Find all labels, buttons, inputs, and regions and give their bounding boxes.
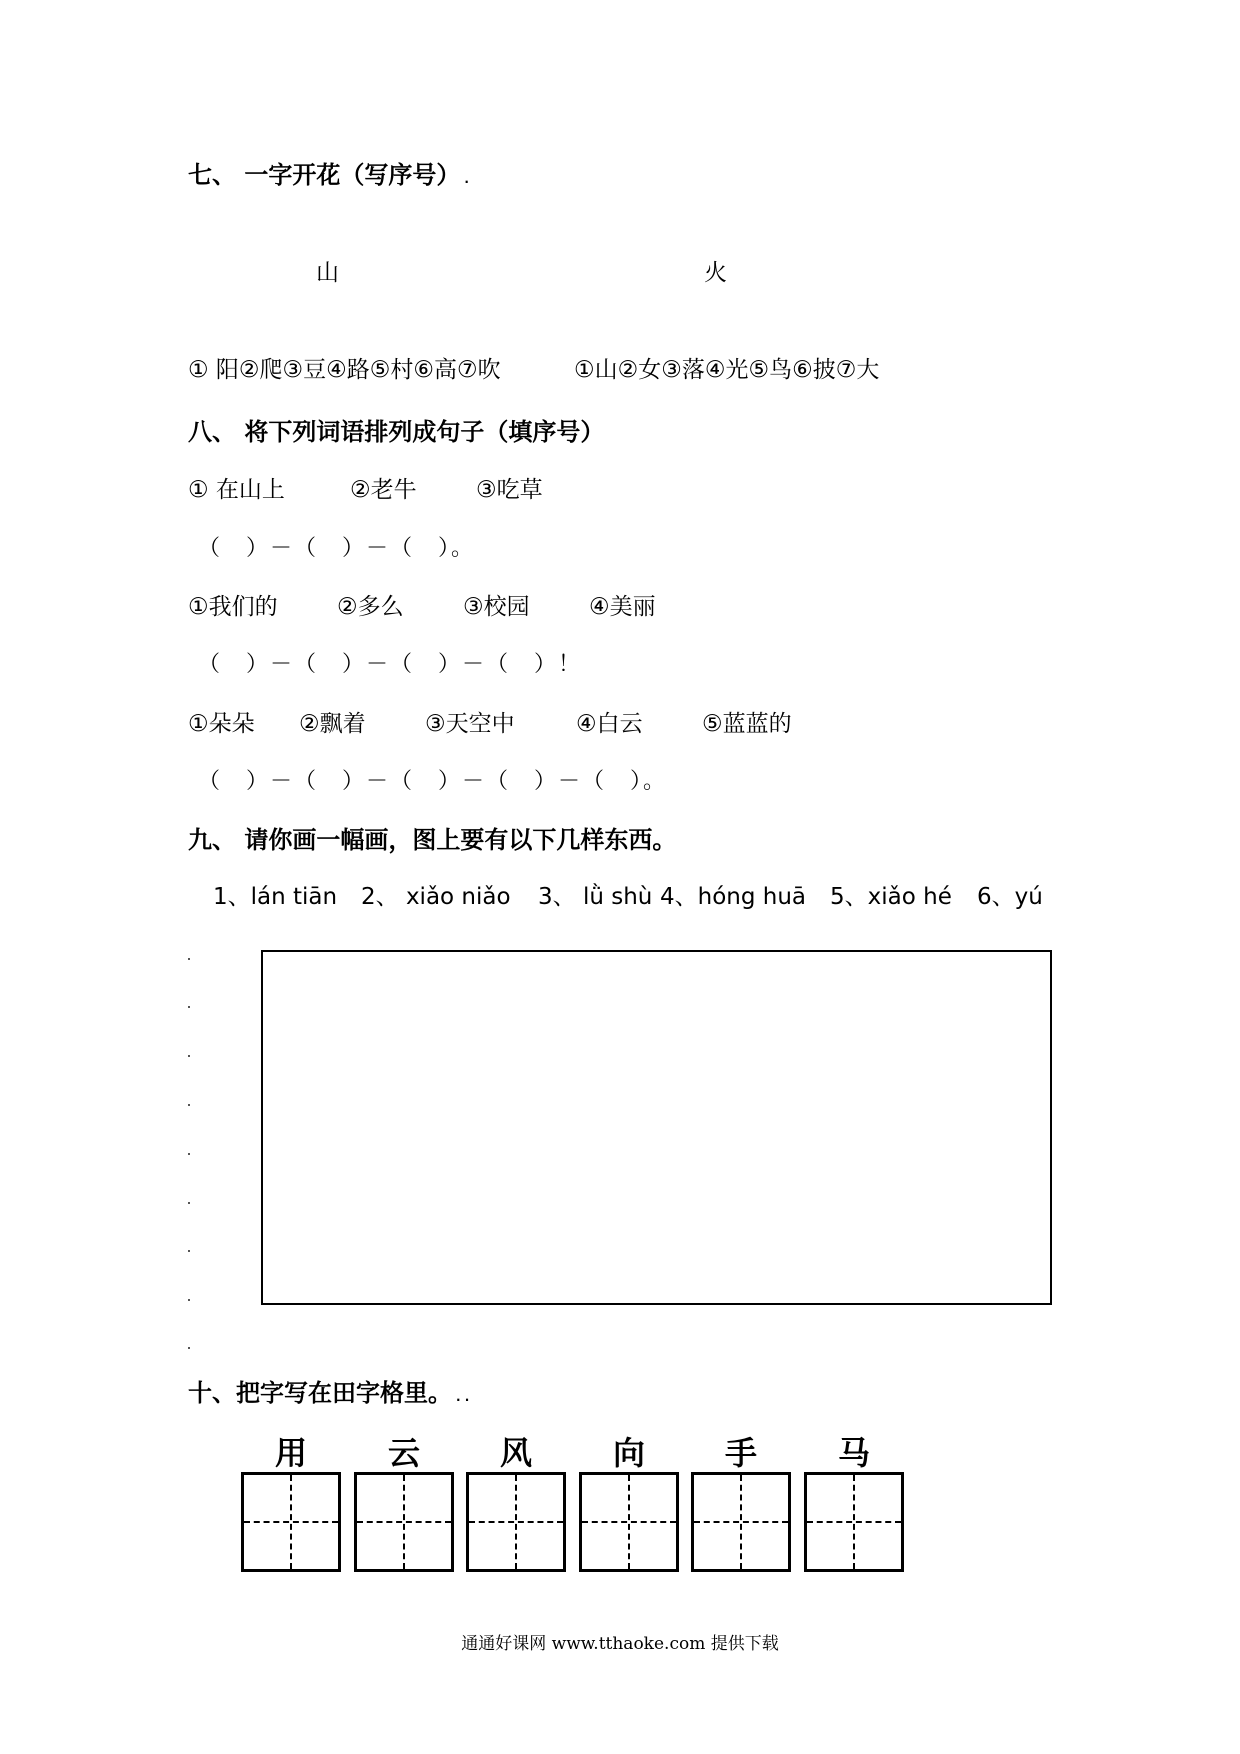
word-item: ④白云 xyxy=(576,711,643,737)
margin-dot xyxy=(188,1299,190,1301)
grid-character: 风 xyxy=(499,1434,532,1472)
section-7-title: 七、 一字开花（写序号） . xyxy=(188,161,469,189)
pinyin-item: 4、hóng huā xyxy=(660,884,807,910)
center-char-right: 火 xyxy=(704,260,727,286)
word-item: ③天空中 xyxy=(425,711,515,737)
tian-grid-box[interactable] xyxy=(691,1472,791,1572)
center-char-left: 山 xyxy=(316,260,339,286)
word-item: ②老牛 xyxy=(350,477,417,503)
word-item: ②多么 xyxy=(337,594,404,620)
options-right: ①山②女③落④光⑤鸟⑥披⑦大 xyxy=(574,357,880,383)
word-item: ③吃草 xyxy=(476,477,543,503)
word-item: ① 在山上 xyxy=(188,477,285,503)
answer-blanks: （ ）－（ ）－（ ）－（ ）－（ ）。 xyxy=(198,769,668,794)
section-8-title: 八、 将下列词语排列成句子（填序号） xyxy=(188,418,605,446)
word-item: ①我们的 xyxy=(188,594,278,620)
grid-character: 向 xyxy=(612,1434,645,1472)
answer-blanks: （ ）－（ ）－（ ）－（ ）！ xyxy=(198,652,583,677)
pinyin-item: 6、yú xyxy=(977,884,1043,910)
grid-character: 手 xyxy=(724,1434,757,1472)
options-left: ① 阳②爬③豆④路⑤村⑥高⑦吹 xyxy=(188,357,501,383)
answer-blanks: （ ）－（ ）－（ ）。 xyxy=(198,536,476,561)
pinyin-item: 2、 xiǎo niǎo xyxy=(361,884,511,910)
section-9-title: 九、 请你画一幅画，图上要有以下几样东西。 xyxy=(188,826,677,854)
tian-grid-box[interactable] xyxy=(804,1472,904,1572)
pinyin-item: 1、lán tiān xyxy=(213,884,338,910)
word-item: ⑤蓝蓝的 xyxy=(702,711,792,737)
margin-dot xyxy=(188,958,190,960)
word-item: ③校园 xyxy=(463,594,530,620)
margin-dot xyxy=(188,1250,190,1252)
grid-character: 马 xyxy=(837,1434,870,1472)
margin-dot xyxy=(188,1055,190,1057)
grid-character: 用 xyxy=(274,1434,307,1472)
drawing-area[interactable] xyxy=(261,950,1052,1305)
margin-dot xyxy=(188,1153,190,1155)
pinyin-item: 5、xiǎo hé xyxy=(830,884,952,910)
word-item: ②飘着 xyxy=(299,711,366,737)
margin-dot xyxy=(188,1202,190,1204)
footer-credit: 通通好课网 www.tthaoke.com 提供下载 xyxy=(461,1634,779,1654)
margin-dot xyxy=(188,1006,190,1008)
margin-dot xyxy=(188,1347,190,1349)
tian-grid-box[interactable] xyxy=(241,1472,341,1572)
pinyin-item: 3、 lǜ shù xyxy=(538,884,653,910)
tian-grid-box[interactable] xyxy=(466,1472,566,1572)
section-10-title: 十、把字写在田字格里。 . . xyxy=(188,1379,470,1407)
tian-grid-box[interactable] xyxy=(354,1472,454,1572)
margin-dot xyxy=(188,1104,190,1106)
word-item: ④美丽 xyxy=(589,594,656,620)
tian-grid-box[interactable] xyxy=(579,1472,679,1572)
word-item: ①朵朵 xyxy=(188,711,255,737)
grid-character: 云 xyxy=(387,1434,420,1472)
